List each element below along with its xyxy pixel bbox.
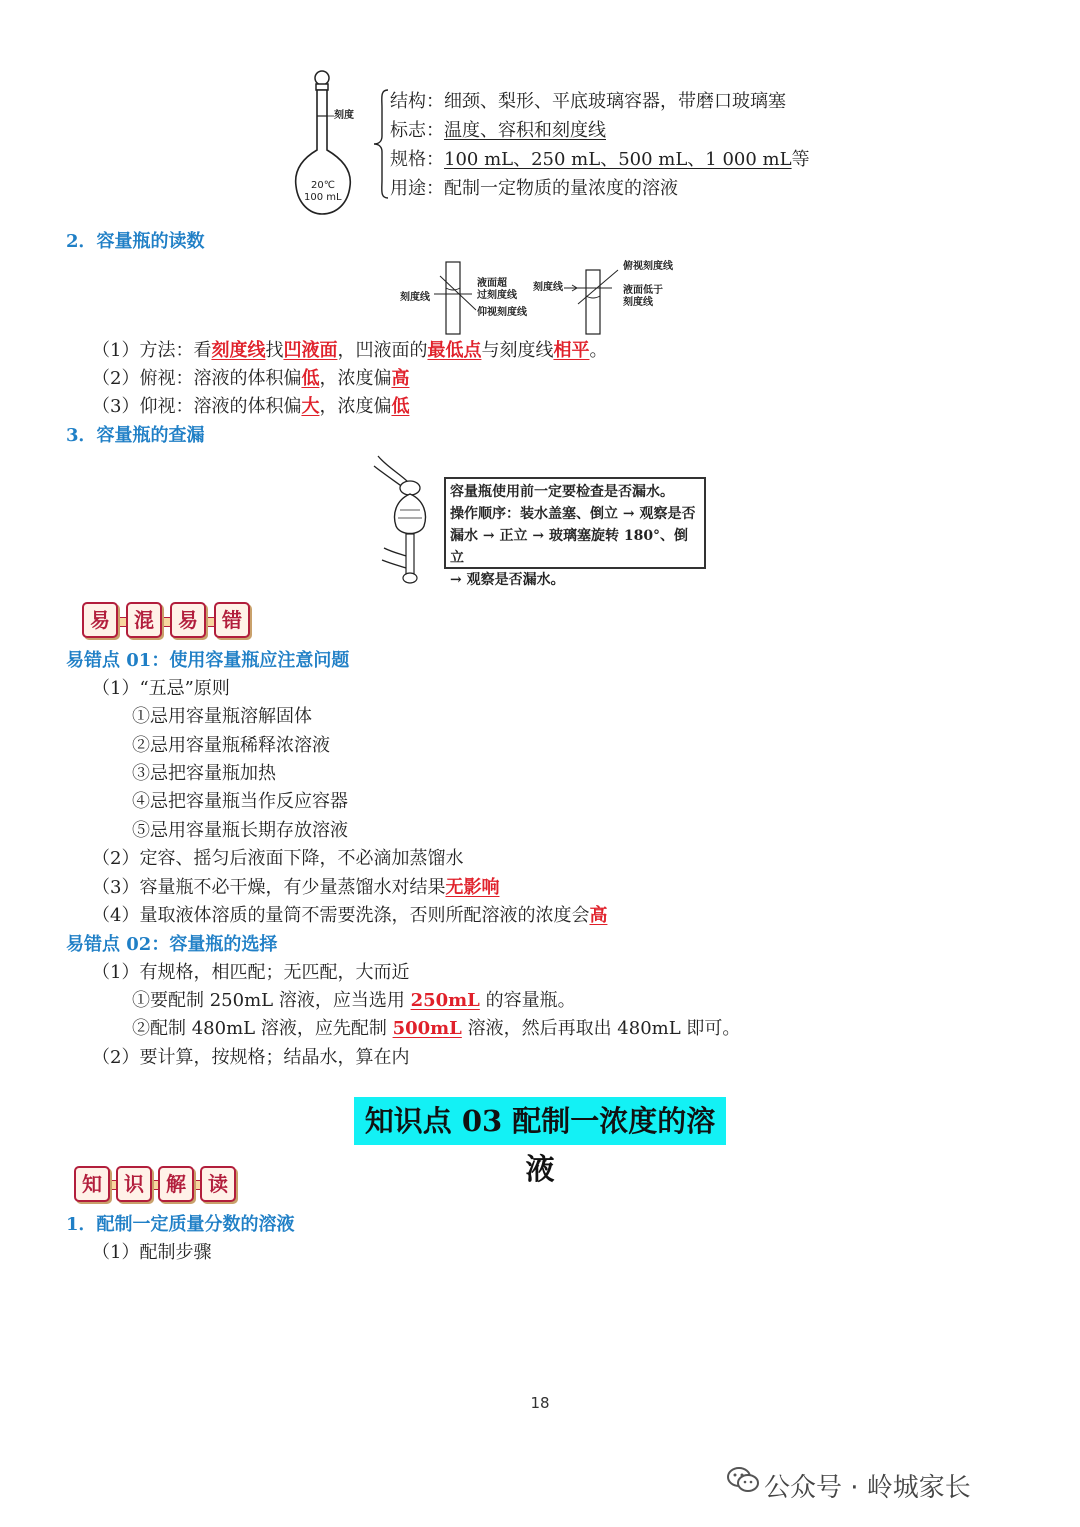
callout-line: → 观察是否漏水。 [450,572,565,588]
wuji-item: ③忌把容量瓶加热 [132,763,276,784]
banner-char: 识 [116,1166,152,1202]
flask-temp-label: 20℃ [311,180,335,191]
wuji-item: ⑤忌用容量瓶长期存放溶液 [132,820,348,841]
banner-char: 错 [214,602,250,638]
banner-char: 知 [74,1166,110,1202]
callout-line: 漏水 → 正立 → 玻璃塞旋转 180°、倒立 [450,528,689,566]
selection-example-1: ①要配制 250mL 溶液，应当选用 250mL 的容量瓶。 [132,990,576,1011]
flask-volume-label: 100 mL [304,192,342,203]
right-lower-label-1: 液面低于 [623,285,663,296]
reading-yangshi: （3）仰视：溶液的体积偏大，浓度偏低 [92,396,410,417]
right-lower-label-2: 刻度线 [623,297,653,308]
flask-structure: 结构：细颈、梨形、平底玻璃容器，带磨口玻璃塞 [390,91,786,112]
reading-fushi: （2）俯视：溶液的体积偏低，浓度偏高 [92,368,410,389]
prep-step: （1）配制步骤 [92,1242,212,1263]
selection-rule-1: （1）有规格，相匹配；无匹配，大而近 [92,962,410,983]
callout-line: 容量瓶使用前一定要检查是否漏水。 [450,484,674,500]
wuji-item: ④忌把容量瓶当作反应容器 [132,791,348,812]
watermark-text: 公众号 · 岭城家长 [764,1473,971,1503]
flask-usage: 用途：配制一定物质的量浓度的溶液 [390,178,678,199]
left-upper-label-2: 过刻度线 [477,290,517,301]
wuji-item: ②忌用容量瓶稀释浓溶液 [132,735,330,756]
selection-example-2: ②配制 480mL 溶液，应先配制 500mL 溶液，然后再取出 480mL 即可。 [132,1018,741,1039]
left-upper-label-1: 液面超 [477,278,507,289]
page-number: 18 [530,1394,550,1412]
brace [372,88,392,200]
right-upper-label: 俯视刻度线 [623,261,673,272]
flask-marks: 标志：温度、容积和刻度线 [390,120,606,141]
error-item-3: （3）容量瓶不必干燥，有少量蒸馏水对结果无影响 [92,877,500,898]
right-mark-label: 刻度线 [533,282,563,293]
error-item-2: （2）定容、摇匀后液面下降，不必滴加蒸馏水 [92,848,464,869]
leak-check-illustration [370,452,450,592]
prep-heading: 1．配制一定质量分数的溶液 [66,1214,295,1235]
error-item-4: （4）量取液体溶质的量筒不需要洗涤，否则所配溶液的浓度会高 [92,905,608,926]
flask-specs: 规格：100 mL、250 mL、500 mL、1 000 mL等 [390,149,810,170]
left-mark-label: 刻度线 [400,292,430,303]
wechat-icon [726,1465,760,1495]
section-title: 知识点 03 配制一浓度的溶液 [354,1097,726,1145]
leak-check-callout [444,477,706,588]
wuji-item: ①忌用容量瓶溶解固体 [132,706,312,727]
banner-char: 混 [126,602,162,638]
wuji-title: （1）“五忌”原则 [92,678,230,699]
leak-heading: 3．容量瓶的查漏 [66,425,205,446]
banner-char: 易 [82,602,118,638]
banner-char: 易 [170,602,206,638]
reading-heading: 2．容量瓶的读数 [66,231,205,252]
reading-method: （1）方法：看刻度线找凹液面，凹液面的最低点与刻度线相平。 [92,340,608,361]
callout-line: 操作顺序：装水盖塞、倒立 → 观察是否 [450,506,696,522]
banner-char: 解 [158,1166,194,1202]
flask-mark-label: 刻度 [334,110,354,121]
banner-char: 读 [200,1166,236,1202]
selection-rule-2: （2）要计算，按规格；结晶水，算在内 [92,1047,410,1068]
left-lower-label: 仰视刻度线 [477,307,527,318]
error-point-2-title: 易错点 02：容量瓶的选择 [66,934,278,955]
error-point-1-title: 易错点 01：使用容量瓶应注意问题 [66,650,350,671]
